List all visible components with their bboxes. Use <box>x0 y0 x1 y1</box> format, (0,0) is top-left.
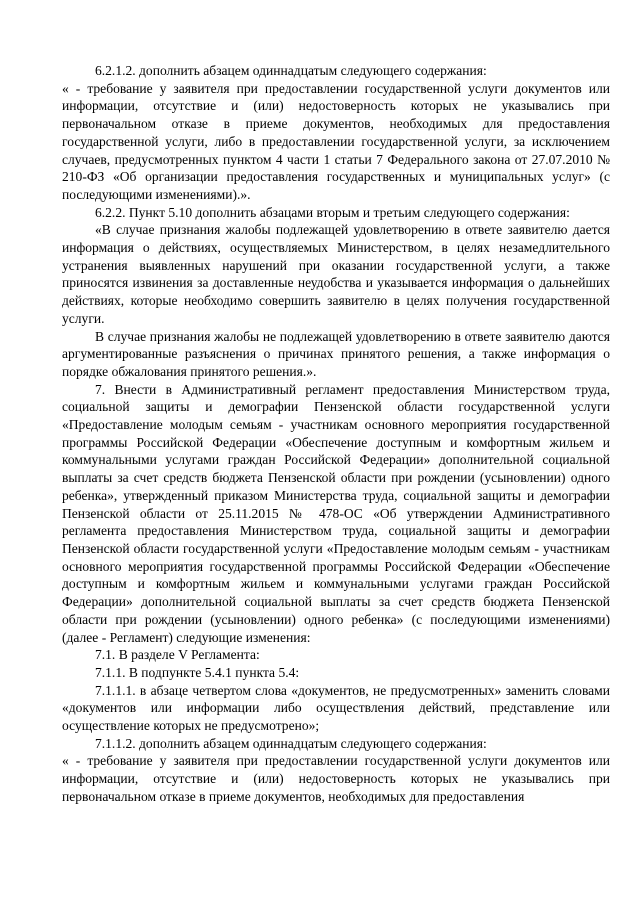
paragraph-7: 7. Внести в Административный регламент предоставления Министерством труда, социальной защиты и демографии Пензенской области государственной услуги «Предоставление молодым семьям - участникам основного мероприятия государственной программы Российской Федерации «Обеспечение доступным и комфортным жильем и коммунальными услугами граждан Российской Федерации» дополнительной социальной выплаты за счет средств бюджета Пензенской области при рождении (усыновлении) одного ребенка», утвержденный приказом Министерства труда, социальной защиты и демографии Пензенской области от 25.11.2015 № 478-ОС «Об утверждении Административного регламента предоставления Министерством труда, социальной защиты и демографии Пензенской области государственной услуги «Предоставление молодым семьям - участникам основного мероприятия государственной программы Российской Федерации «Обеспечение доступным и комфортным жильем и коммунальными услугами граждан Российской Федерации» дополнительной социальной выплаты за счет средств бюджета Пензенской области при рождении (усыновлении) одного ребенка» (с последующими изменениями) (далее - Регламент) следующие изменения: <box>62 381 610 645</box>
paragraph-quote-complaint-rejected: В случае признания жалобы не подлежащей удовлетворению в ответе заявителю даются аргументированные разъяснения о причинах принятого решения, а также информация о порядке обжалования принятого решения.». <box>62 328 610 379</box>
paragraph-7-1-1: 7.1.1. В подпункте 5.4.1 пункта 5.4: <box>95 664 300 680</box>
paragraph-quote-complaint-satisfied: «В случае признания жалобы подлежащей удовлетворению в ответе заявителю дается информация о действиях, осуществляемых Министерством, в целях незамедлительного устранения выявленных нарушений при оказании государственной услуги, а также приносятся извинения за доставленные неудобства и указывается информация о дальнейших действиях, которые необходимо совершить заявителю в целях получения государственной услуги. <box>62 222 610 326</box>
paragraph-quote-requirement: « - требование у заявителя при предоставлении государственной услуги документов или информации, отсутствие и (или) недостоверность которых не указывались при первоначальном отказе в приеме документов, необходимых для предоставления государственной услуги, либо в предоставлении государственной услуги, за исключением случаев, предусмотренных пунктом 4 части 1 статьи 7 Федерального закона от 27.07.2010 № 210-ФЗ «Об организации предоставления государственных и муниципальных услуг» (с последующими изменениями).». <box>62 80 610 202</box>
paragraph-6-2-1-2: 6.2.1.2. дополнить абзацем одиннадцатым следующего содержания: <box>95 63 487 78</box>
paragraph-6-2-2: 6.2.2. Пункт 5.10 дополнить абзацами вторым и третьим следующего содержания: <box>95 204 570 220</box>
document-page <box>62 62 610 806</box>
paragraph-7-1-1-1: 7.1.1.1. в абзаце четвертом слова «документов, не предусмотренных» заменить словами «документов или информации либо осуществления действий, представление или осуществление которых не предусмотрено»; <box>62 682 610 734</box>
paragraph-quote-requirement-repeat: « - требование у заявителя при предоставлении государственной услуги документов или информации, отсутствие и (или) недостоверность которых не указывались при первоначальном отказе в приеме документов, необходимых для предоставления <box>62 753 610 804</box>
paragraph-7-1: 7.1. В разделе V Регламента: <box>95 647 260 663</box>
paragraph-7-1-1-2: 7.1.1.2. дополнить абзацем одиннадцатым следующего содержания: <box>95 735 487 751</box>
